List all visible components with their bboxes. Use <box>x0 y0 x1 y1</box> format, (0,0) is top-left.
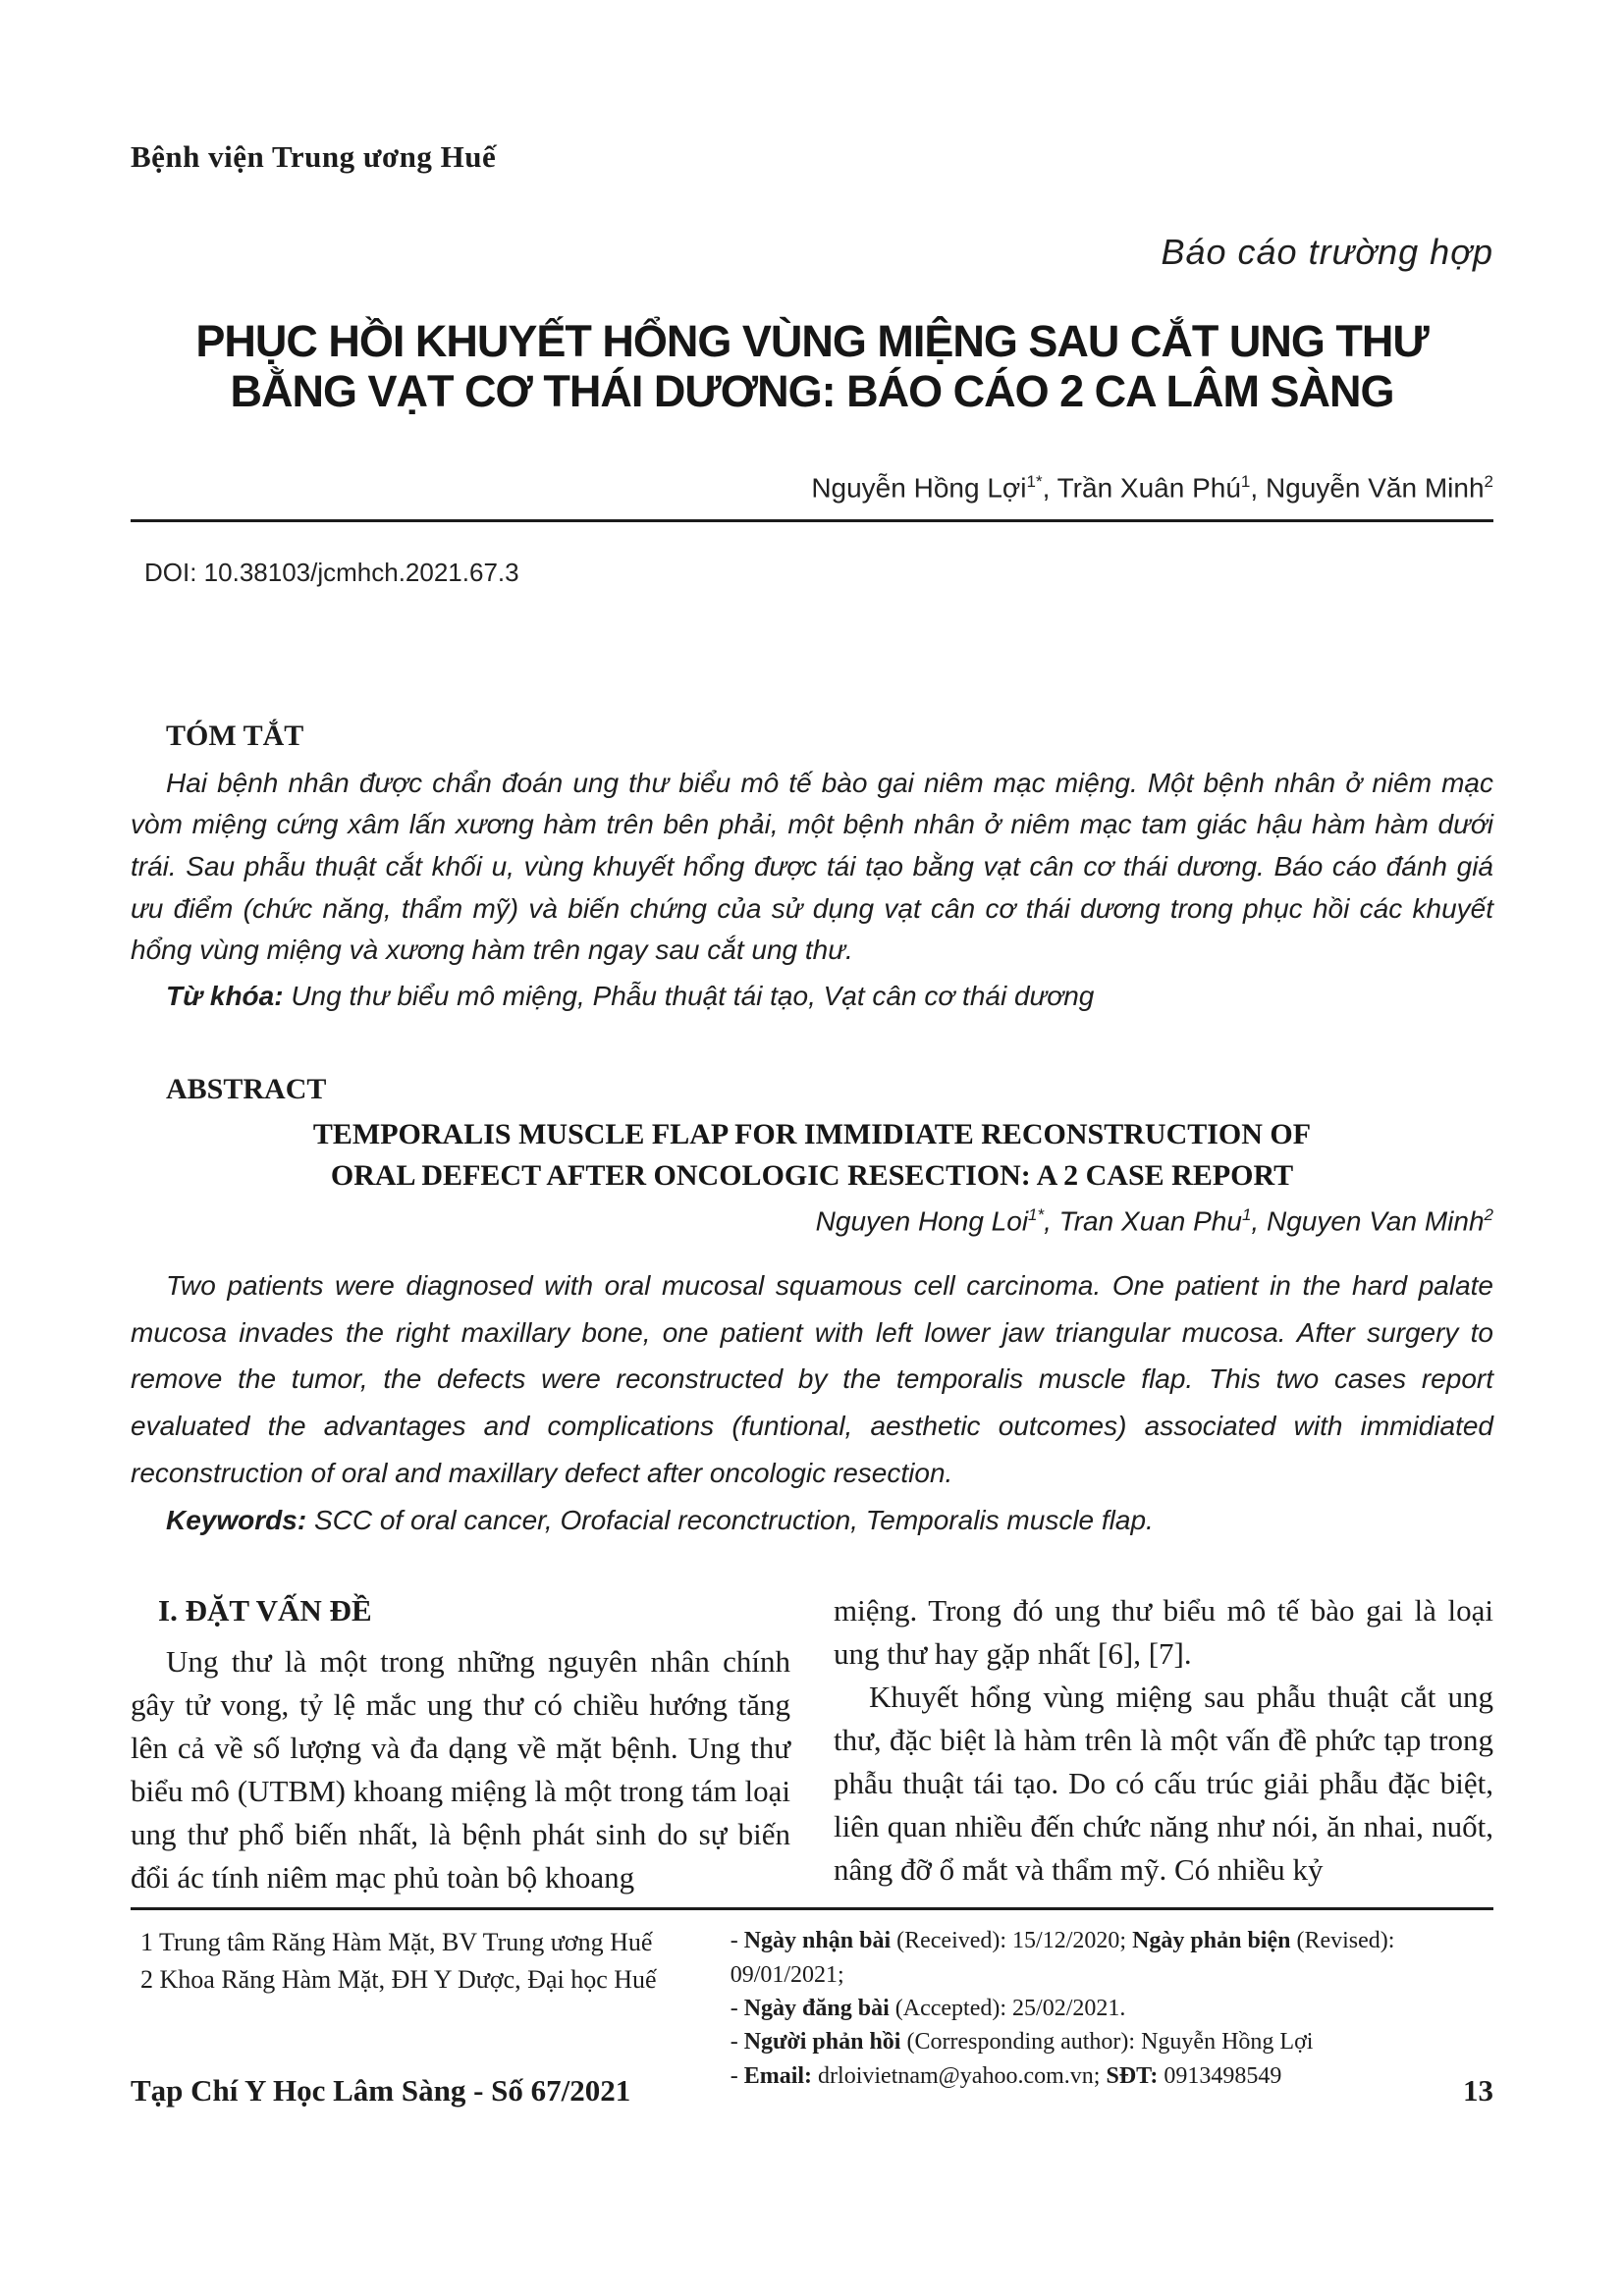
column-left <box>131 1589 790 1899</box>
meta-corresponding-author: - Người phản hồi (Corresponding author): Nguyễn Hồng Lợi <box>730 2029 1314 2056</box>
authors-vietnamese <box>131 472 1493 504</box>
keywords-label: Keywords: <box>166 1505 314 1536</box>
article-meta <box>731 1924 1493 2093</box>
footnote-block <box>131 1924 1493 2093</box>
author-name: , Trần Xuân Phú <box>1042 471 1241 503</box>
affiliations <box>131 1924 731 2093</box>
author-name: Nguyễn Hồng Lợi <box>811 471 1027 503</box>
intro-section-heading: I. ĐẶT VẤN ĐỀ <box>158 1593 372 1629</box>
english-title <box>131 1114 1493 1198</box>
article-title-line1: PHỤC HỒI KHUYẾT HỔNG VÙNG MIỆNG SAU CẮT UNG THƯ <box>195 316 1429 366</box>
article-category: Báo cáo trường hợp <box>1161 232 1493 272</box>
affiliation-2: 2 Khoa Răng Hàm Mặt, ĐH Y Dược, Đại học Huế <box>140 1964 657 1994</box>
english-title-line2: ORAL DEFECT AFTER ONCOLOGIC RESECTION: A 2 CASE REPORT <box>330 1159 1294 1193</box>
tomtat-heading: TÓM TẮT <box>166 719 304 752</box>
intro-paragraph: Khuyết hổng vùng miệng sau phẫu thuật cắt ung thư, đặc biệt là hàm trên là một vấn đề phức tạp trong phẫu thuật tái tạo. Do có cấu trúc giải phẫu đặc biệt, liên quan nhiều đến chức năng như nói, ăn nhai, nuốt, nâng đỡ ổ mắt và thẩm mỹ. Có nhiều kỷ <box>834 1680 1493 1888</box>
page-number: 13 <box>1463 2073 1493 2108</box>
column-right <box>834 1589 1493 1899</box>
english-abstract: Two patients were diagnosed with oral mucosal squamous cell carcinoma. One patient in the hard palate mucosa invades the right maxillary bone, one patient with left lower jaw triangular mucosa. After surgery to remove the tumor, the defects were reconstructed by the temporalis muscle flap. This two cases report evaluated the advantages and complications (funtional, aesthetic outcomes) associated with immidiated reconstruction of oral and maxillary defect after oncologic resection. <box>131 1270 1493 1488</box>
author-affiliation-mark: 1 <box>1241 1204 1252 1224</box>
author-name: , Tran Xuan Phu <box>1044 1205 1242 1237</box>
authors-english <box>131 1205 1493 1237</box>
footnote-divider <box>131 1907 1493 1910</box>
author-affiliation-mark: 1* <box>1026 471 1043 491</box>
header-divider <box>131 519 1493 522</box>
author-affiliation-mark: 1* <box>1028 1204 1045 1224</box>
vietnamese-keywords <box>131 981 1493 1012</box>
author-name: , Nguyễn Văn Minh <box>1250 471 1485 503</box>
vietnamese-abstract: Hai bệnh nhân được chẩn đoán ung thư biểu mô tế bào gai niêm mạc miệng. Một bệnh nhân ở niêm mạc vòm miệng cứng xâm lấn xương hàm trên bên phải, một bệnh nhân ở niêm mạc tam giác hậu hàm hàm dưới trái. Sau phẫu thuật cắt khối u, vùng khuyết hổng được tái tạo bằng vạt cân cơ thái dương. Báo cáo đánh giá ưu điểm (chức năng, thẩm mỹ) và biến chứng của sử dụng vạt cân cơ thái dương trong phục hồi các khuyết hổng vùng miệng và xương hàm trên ngay sau cắt ung thư. <box>131 767 1493 966</box>
author-name: Nguyen Hong Loi <box>815 1205 1029 1237</box>
article-title <box>131 316 1493 417</box>
author-affiliation-mark: 1 <box>1240 471 1251 491</box>
english-title-line1: TEMPORALIS MUSCLE FLAP FOR IMMIDIATE RECONSTRUCTION OF <box>312 1117 1312 1150</box>
english-keywords <box>131 1505 1493 1536</box>
journal-name: Tạp Chí Y Học Lâm Sàng - Số 67/2021 <box>131 2073 631 2108</box>
affiliation-1: 1 Trung tâm Răng Hàm Mặt, BV Trung ương Huế <box>140 1928 653 1957</box>
keywords-text: SCC of oral cancer, Orofacial reconctruction, Temporalis muscle flap. <box>313 1505 1154 1536</box>
meta-email-phone: - Email: drloivietnam@yahoo.com.vn; SĐT: 0913498549 <box>730 2062 1282 2089</box>
author-affiliation-mark: 2 <box>1484 471 1493 491</box>
two-column-body <box>131 1589 1493 1899</box>
organization-name: Bệnh viện Trung ương Huế <box>131 139 497 174</box>
meta-received-revised: - Ngày nhận bài (Received): 15/12/2020; Ngày phản biện (Revised): 09/01/2021; <box>730 1928 1395 1988</box>
doi: DOI: 10.38103/jcmhch.2021.67.3 <box>144 557 519 587</box>
keywords-label: Từ khóa: <box>166 980 292 1011</box>
author-affiliation-mark: 2 <box>1484 1204 1493 1224</box>
page-footer <box>131 2073 1493 2109</box>
article-title-line2: BẰNG VẠT CƠ THÁI DƯƠNG: BÁO CÁO 2 CA LÂM SÀNG <box>230 366 1394 417</box>
intro-paragraph-continued: miệng. Trong đó ung thư biểu mô tế bào gai là loại ung thư hay gặp nhất [6], [7]. <box>834 1593 1493 1672</box>
author-name: , Nguyen Van Minh <box>1251 1205 1485 1237</box>
abstract-heading: ABSTRACT <box>166 1072 327 1105</box>
keywords-text: Ung thư biểu mô miệng, Phẫu thuật tái tạo, Vạt cân cơ thái dương <box>291 980 1095 1011</box>
meta-accepted: - Ngày đăng bài (Accepted): 25/02/2021. <box>730 1995 1126 2021</box>
intro-paragraph: Ung thư là một trong những nguyên nhân chính gây tử vong, tỷ lệ mắc ung thư có chiều hướng tăng lên cả về số lượng và đa dạng về mặt bệnh. Ung thư biểu mô (UTBM) khoang miệng là một trong tám loại ung thư phổ biến nhất, là bệnh phát sinh do sự biến đổi ác tính niêm mạc phủ toàn bộ khoang <box>131 1644 790 1896</box>
